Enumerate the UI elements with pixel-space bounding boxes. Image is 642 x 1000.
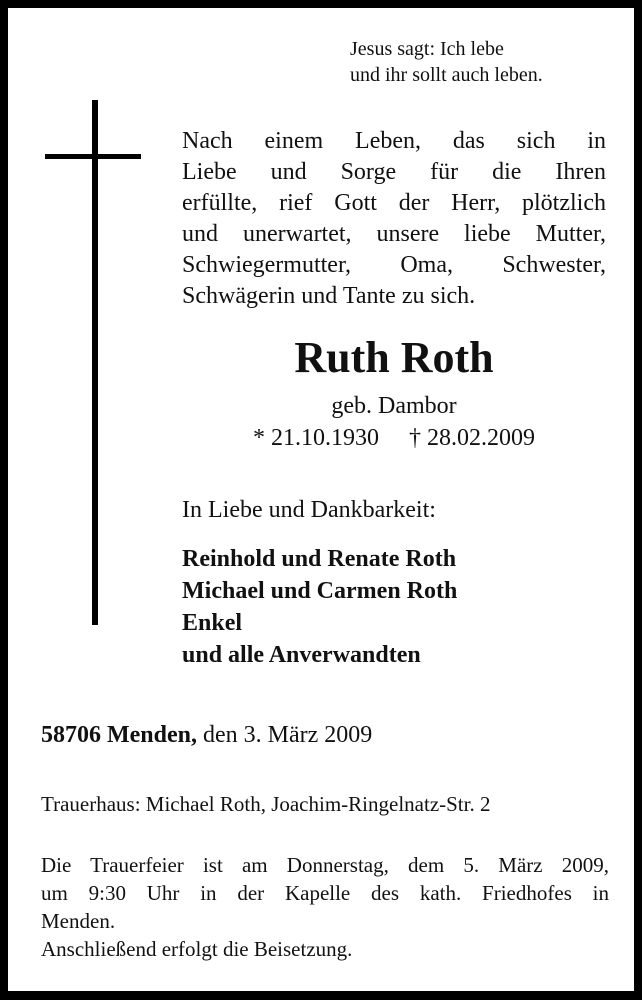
mourner: und alle Anverwandten [182,642,421,668]
place: 58706 Menden, [41,722,197,748]
intro-line: Liebe und Sorge für die Ihren [182,159,606,185]
maiden-name: geb. Dambor [331,393,457,419]
birth-date: * 21.10.1930 [253,425,379,451]
cross-horizontal-bar [45,154,141,159]
ceremony-line: Menden. [41,909,116,933]
mourner: Reinhold und Renate Roth [182,546,457,572]
death-date: † 28.02.2009 [409,425,535,451]
bible-verse-line: Jesus sagt: Ich lebe [350,38,504,60]
date: den 3. März 2009 [197,722,373,748]
cross-vertical-bar [92,100,98,625]
bible-verse [350,36,543,88]
ceremony-line: Die Trauerfeier ist am Donnerstag, dem 5. März 2009, [41,853,609,877]
mourning-house: Trauerhaus: Michael Roth, Joachim-Ringelnatz-Str. 2 [41,792,491,816]
mourner: Michael und Carmen Roth [182,578,458,604]
ceremony-line: um 9:30 Uhr in der Kapelle des kath. Friedhofes in [41,881,609,905]
obituary-notice [8,8,634,991]
place-and-date [41,720,372,750]
bible-verse-line: und ihr sollt auch leben. [350,64,543,86]
intro-line: und unerwartet, unsere liebe Mutter, [182,221,606,247]
intro-paragraph [182,126,606,312]
life-dates [182,423,606,453]
intro-line: Schwägerin und Tante zu sich. [182,283,476,309]
intro-line: Nach einem Leben, das sich in [182,128,606,154]
thanks-line: In Liebe und Dankbarkeit: [182,497,436,523]
intro-line: Schwiegermutter, Oma, Schwester, [182,252,606,278]
deceased-name: Ruth Roth [294,333,494,382]
mourners-list [182,543,457,671]
ceremony-line: Anschließend erfolgt die Beisetzung. [41,937,353,961]
intro-line: erfüllte, rief Gott der Herr, plötzlich [182,190,606,216]
ceremony-info [41,851,609,963]
mourner: Enkel [182,610,243,636]
